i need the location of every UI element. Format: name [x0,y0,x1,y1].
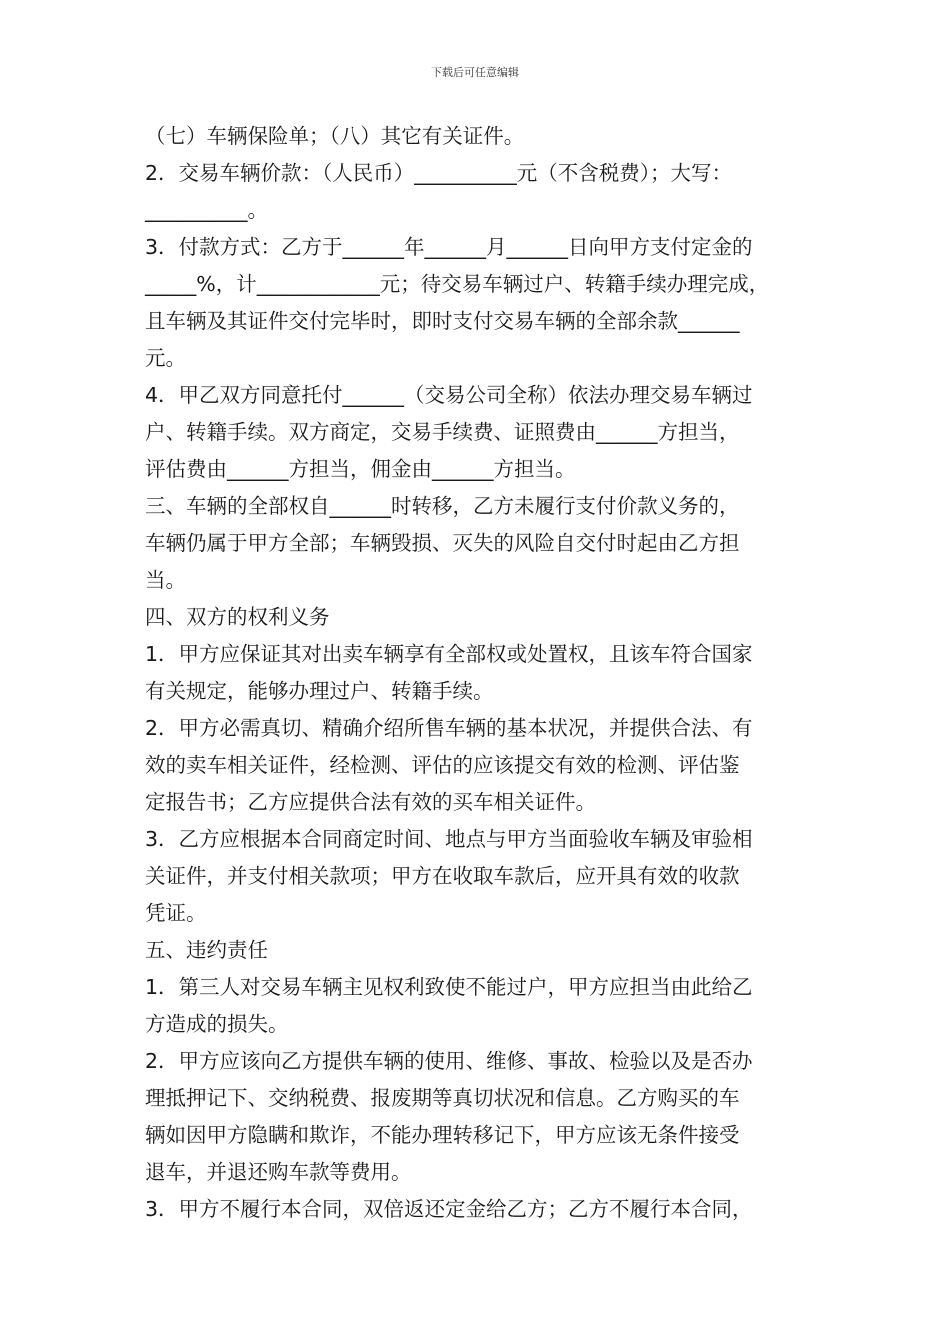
text-line: 辆如因甲方隐瞒和欺诈，不能办理转移记下，甲方应该无条件接受 [145,1123,740,1147]
text-line: 1．甲方应保证其对出卖车辆享有全部权或处置权，且该车符合国家 [145,642,753,666]
text-line: 当。 [145,568,186,592]
text-line: 且车辆及其证件交付完毕时，即时支付交易车辆的全部余款______ [145,309,740,333]
text-line: _____%，计____________元；待交易车辆过户、转籍手续办理完成， [145,272,770,296]
text-line: 评估费由______方担当，佣金由______方担当。 [145,457,576,481]
text-line: 户、转籍手续。双方商定，交易手续费、证照费由______方担当， [145,420,740,444]
text-line: 元。 [145,346,186,370]
text-line: 凭证。 [145,901,207,925]
text-line: 有关规定，能够办理过户、转籍手续。 [145,679,494,703]
text-line: 2．交易车辆价款：（人民币）__________元（不含税费）；大写： [145,161,733,185]
text-line: 1．第三人对交易车辆主见权利致使不能过户，甲方应担当由此给乙 [145,975,753,999]
document-body [145,118,835,1228]
text-line: 理抵押记下、交纳税费、报废期等真切状况和信息。乙方购买的车 [145,1086,740,1110]
text-line: 3．乙方应根据本合同商定时间、地点与甲方当面验收车辆及审验相 [145,827,753,851]
text-line: （七）车辆保险单；（八）其它有关证件。 [145,124,525,148]
text-line: 4．甲乙双方同意托付______（交易公司全称）依法办理交易车辆过 [145,383,753,407]
section-heading: 四、双方的权利义务 [145,605,330,629]
text-line: __________。 [145,198,268,222]
text-line: 方造成的损失。 [145,1012,289,1036]
section-heading: 五、违约责任 [145,938,268,962]
text-line: 3．付款方式：乙方于______年______月______日向甲方支付定金的 [145,235,753,259]
text-line: 效的卖车相关证件，经检测、评估的应该提交有效的检测、评估鉴 [145,753,740,777]
page-header: 下载后可任意编辑 [431,66,519,79]
text-line: 退车，并退还购车款等费用。 [145,1160,412,1184]
text-line: 关证件，并支付相关款项；甲方在收取车款后，应开具有效的收款 [145,864,740,888]
text-line: 3．甲方不履行本合同，双倍返还定金给乙方；乙方不履行本合同， [145,1197,753,1221]
text-line: 定报告书；乙方应提供合法有效的买车相关证件。 [145,790,596,814]
text-line: 2．甲方必需真切、精确介绍所售车辆的基本状况，并提供合法、有 [145,716,753,740]
text-line: 三、车辆的全部权自______时转移，乙方未履行支付价款义务的， [145,494,740,518]
text-line: 2．甲方应该向乙方提供车辆的使用、维修、事故、检验以及是否办 [145,1049,753,1073]
text-line: 车辆仍属于甲方全部；车辆毁损、灭失的风险自交付时起由乙方担 [145,531,740,555]
